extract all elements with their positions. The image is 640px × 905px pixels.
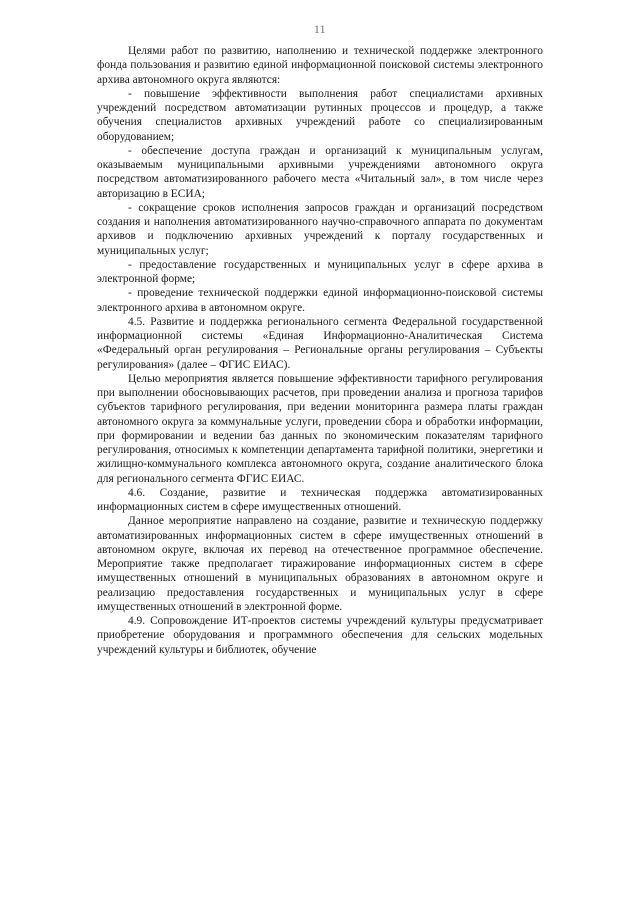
paragraph: - проведение технической поддержки единой информационно-поисковой системы электронного архива в автономном округе. [97, 287, 543, 314]
paragraph: - предоставление государственных и муниципальных услуг в сфере архива в электронной форме; [97, 258, 543, 285]
document-body [97, 44, 543, 657]
paragraph-section-4-5: 4.5. Развитие и поддержка регионального сегмента Федеральной государственной информационной системы «Единая Информационно-Аналитическая Система «Федеральный орган регулирования – Региональные органы регулирования – Субъекты регулирования» (далее – ФГИС ЕИАС). [97, 315, 543, 371]
paragraph: - сокращение сроков исполнения запросов граждан и организаций посредством создания и наполнения автоматизированного научно-справочного аппарата по документам архивов и подключению архивных учреждений к порталу государственных и муниципальных услуг; [97, 201, 543, 257]
paragraph-section-4-9: 4.9. Сопровождение ИТ-проектов системы учреждений культуры предусматривает приобретение оборудования и программного обеспечения для сельских модельных учреждений культуры и библиотек, обучение [97, 615, 543, 656]
paragraph: Целью мероприятия является повышение эффективности тарифного регулирования при выполнении обосновывающих расчетов, при проведении анализа и прогноза тарифов субъектов тарифного регулирования, при ведении мониторинга размера платы граждан автономного округа за коммунальные услуги, проведении сбора и обработки информации, при формировании и ведении баз данных по экономическим показателям тарифного регулирования, относимых к компетенции департамента тарифной политики, энергетики и жилищно-коммунального комплекса автономного округа, создание аналитического блока для регионального сегмента ФГИС ЕИАС. [97, 372, 543, 485]
paragraph-section-4-6: 4.6. Создание, развитие и техническая поддержка автоматизированных информационных систем в сфере имущественных отношений. [97, 486, 543, 513]
page-number: 11 [313, 24, 327, 36]
paragraph: Данное мероприятие направлено на создание, развитие и техническую поддержку автоматизированных информационных систем в сфере имущественных отношений в автономном округе, включая их перевод на отечественное программное обеспечение. Мероприятие также предполагает тиражирование информационных систем в сфере имущественных отношений в муниципальных образованиях в автономном округе и реализацию предоставления государственных и муниципальных услуг в сфере имущественных отношений в электронной форме. [97, 515, 543, 613]
paragraph: - обеспечение доступа граждан и организаций к муниципальным услугам, оказываемым муниципальными архивными учреждениями автономного округа посредством автоматизированного рабочего места «Читальный зал», в том числе через авторизацию в ЕСИА; [97, 144, 543, 200]
paragraph: Целями работ по развитию, наполнению и технической поддержке электронного фонда пользования и развитию единой информационной поисковой системы электронного архива автономного округа являются: [97, 45, 543, 86]
paragraph: - повышение эффективности выполнения работ специалистами архивных учреждений посредством автоматизации рутинных процессов и процедур, а также обучения специалистов архивных учреждений работе со специализированным оборудованием; [97, 87, 543, 143]
